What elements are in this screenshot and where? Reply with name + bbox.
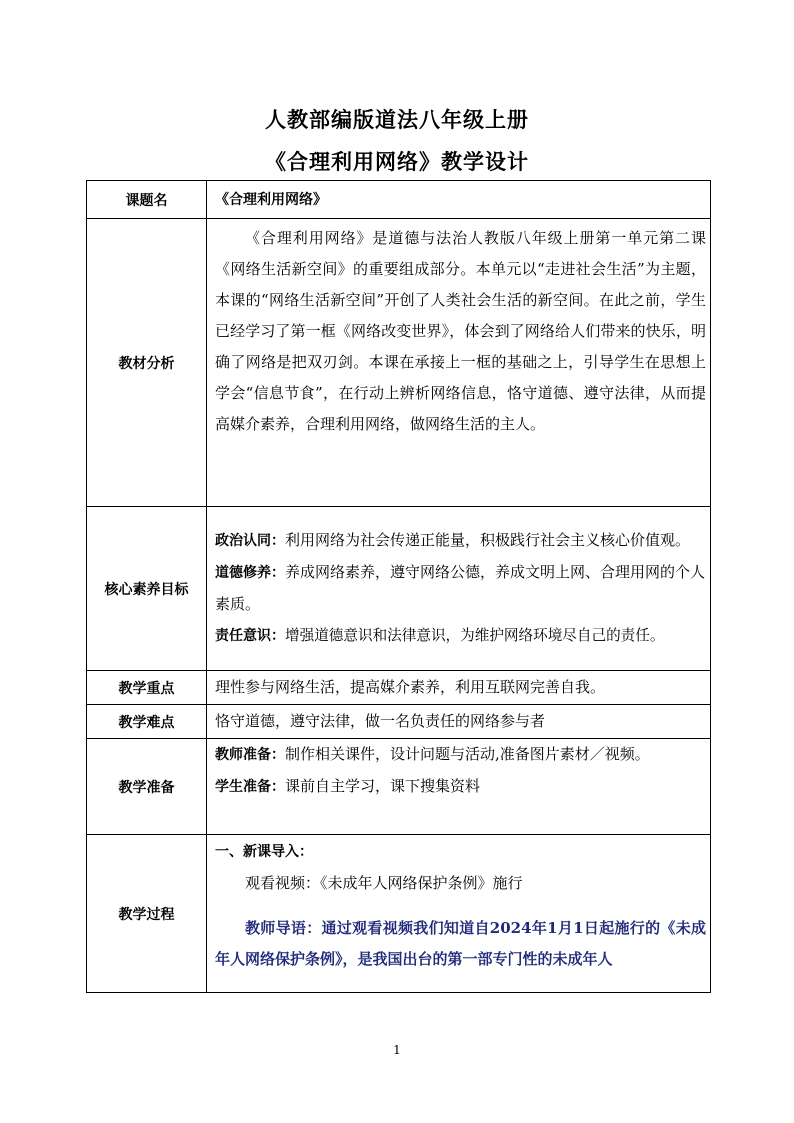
row-preparation	[87, 739, 711, 835]
label-core-goals: 核心素养目标	[87, 507, 207, 671]
value-core-goals	[207, 507, 711, 671]
label-preparation: 教学准备	[87, 739, 207, 835]
value-preparation	[207, 739, 711, 835]
document-title-line2: 《合理利用网络》教学设计	[265, 150, 529, 174]
value-key-point: 理性参与网络生活，提高媒介素养，利用互联网完善自我。	[207, 671, 711, 705]
goal-key: 责任意识：	[215, 628, 285, 644]
value-topic	[207, 181, 711, 219]
row-topic	[87, 181, 711, 219]
goal-moral	[215, 557, 706, 620]
material-analysis-text: 《合理利用网络》是道德与法治人教版八年级上册第一单元第二课《网络生活新空间》的重要组成部分。本单元以“走进社会生活”为主题，本课的“网络生活新空间”开创了人类社会生活的新空间。在此之前，学生已经学习了第一框《网络改变世界》，体会到了网络给人们带来的快乐，明确了网络是把双刃剑。本课在承接上一框的基础之上，引导学生在思想上学会“信息节食”，在行动上辨析网络信息，恪守道德、遵守法律，从而提高媒介素养，合理利用网络，做网络生活的主人。	[215, 229, 706, 433]
lesson-plan-table	[86, 180, 711, 993]
row-difficulty	[87, 705, 711, 739]
value-difficulty: 恪守道德，遵守法律，做一名负责任的网络参与者	[207, 705, 711, 739]
row-core-goals	[87, 507, 711, 671]
row-key-point	[87, 671, 711, 705]
student-preparation	[215, 771, 706, 803]
label-key-point: 教学重点	[87, 671, 207, 705]
goal-key: 道德修养：	[215, 565, 285, 581]
process-section-heading: 一、新课导入：	[215, 844, 313, 860]
goal-text: 增强道德意识和法律意识，为维护网络环境尽自己的责任。	[285, 627, 665, 644]
value-material-analysis	[207, 219, 711, 507]
student-prep-key: 学生准备：	[215, 779, 285, 795]
goal-key: 政治认同：	[215, 533, 285, 549]
label-material-analysis: 教材分析	[87, 219, 207, 507]
goal-text: 养成网络素养，遵守网络公德，养成文明上网、合理用网的个人素质。	[215, 563, 706, 613]
label-difficulty: 教学难点	[87, 705, 207, 739]
goal-text: 利用网络为社会传递正能量，积极践行社会主义核心价值观。	[285, 531, 691, 549]
student-prep-text: 课前自主学习，课下搜集资料	[285, 777, 481, 795]
teacher-prep-text: 制作相关课件，设计问题与活动,准备图片素材／视频。	[285, 745, 650, 763]
topic-name: 《合理利用网络》	[215, 191, 327, 208]
value-process	[207, 835, 711, 993]
label-process: 教学过程	[87, 835, 207, 993]
page-number: 1	[393, 1043, 401, 1057]
row-material-analysis	[87, 219, 711, 507]
teacher-preparation	[215, 739, 706, 771]
label-topic: 课题名	[87, 181, 207, 219]
goal-political	[215, 525, 706, 557]
teacher-prep-key: 教师准备：	[215, 747, 285, 763]
goal-responsibility	[215, 620, 706, 652]
row-process	[87, 835, 711, 993]
process-guide-text: 教师导语：通过观看视频我们知道自2024年1月1日起施行的《未成年人网络保护条例》，是我国出台的第一部专门性的未成年人	[215, 919, 706, 968]
process-video-line: 观看视频：《未成年人网络保护条例》施行	[245, 874, 523, 892]
document-title-line1: 人教部编版道法八年级上册	[265, 108, 529, 132]
